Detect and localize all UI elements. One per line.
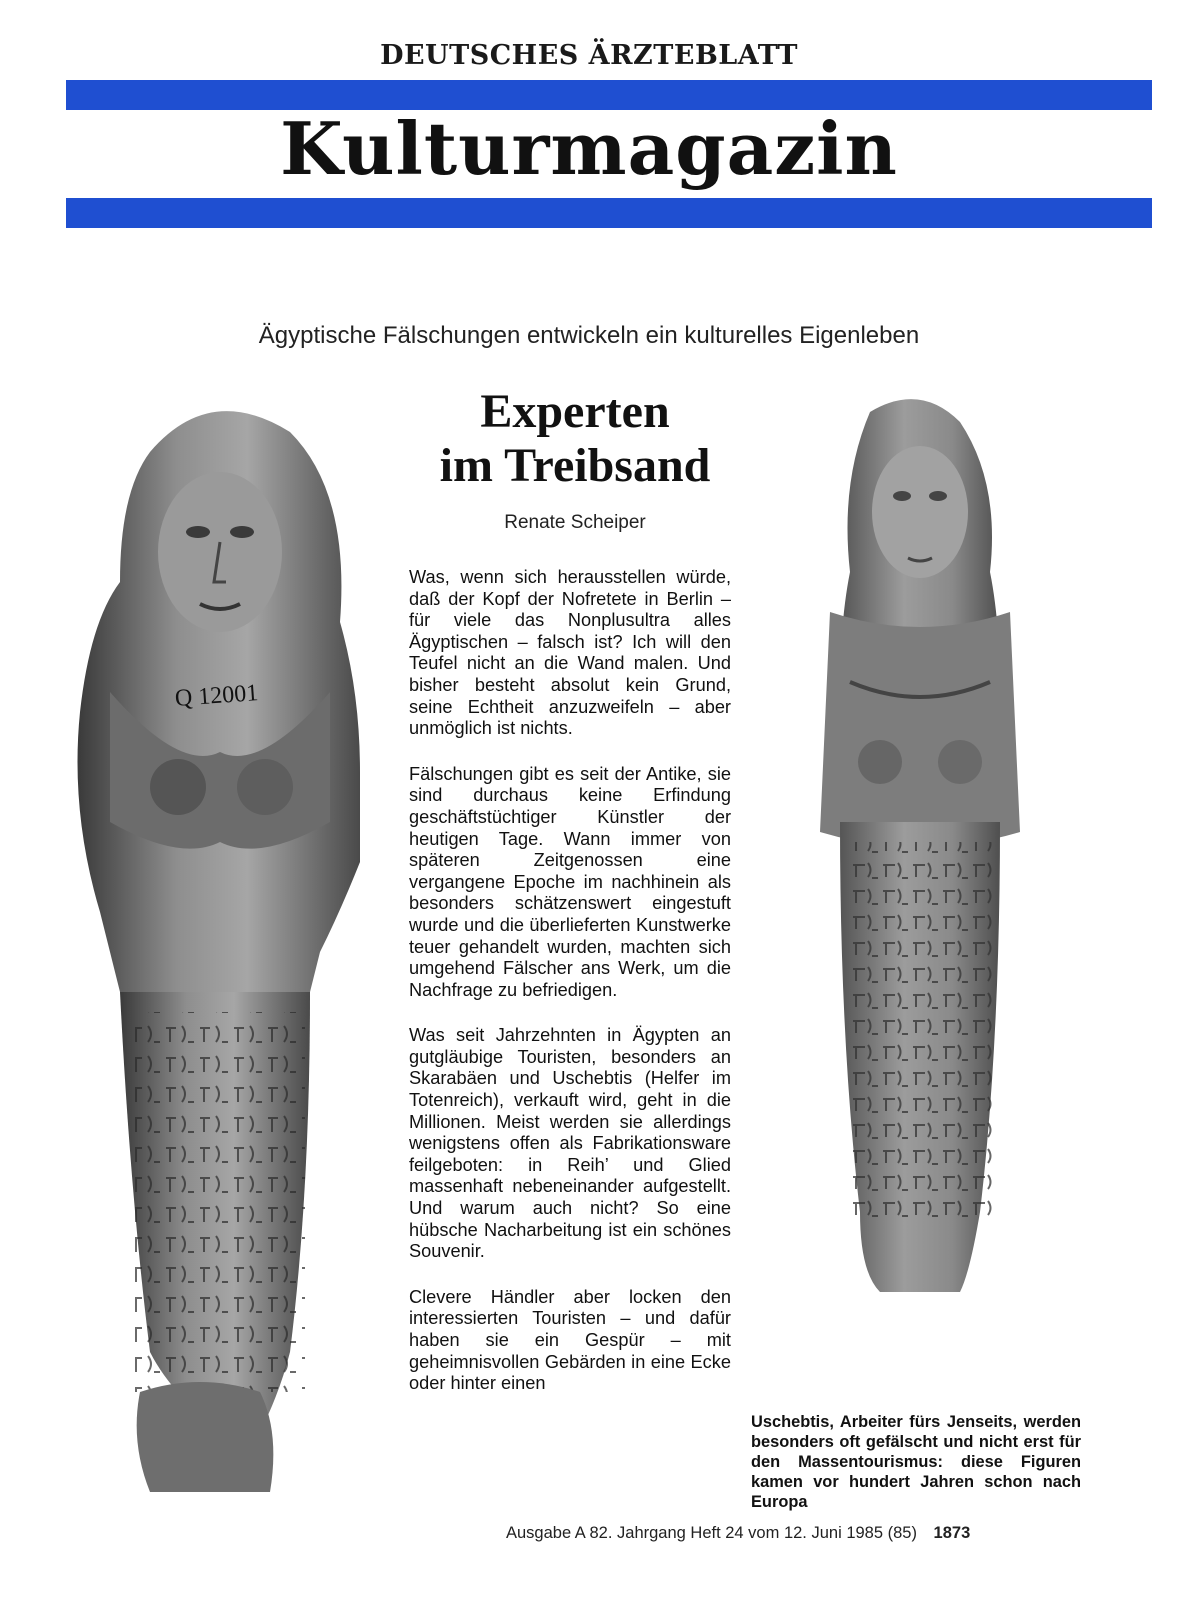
body-paragraph: Was seit Jahrzehnten in Ägypten an gutgläubige Touristen, besonders an Skarabäen und Uschebtis (Helfer im Totenreich), verkauft wird, geht in die Millionen. Meist werden sie allerdings wenigstens offen als Fabrikationsware feilgeboten: in Reih’ und Glied massenhaft nebeneinander aufgestellt. Und warum auch nicht? So eine hübsche Nacharbeitung ist ein schönes Souvenir. — [409, 1025, 731, 1262]
ushabti-photo-right — [760, 392, 1080, 1352]
magazine-title: Kulturmagazin — [280, 106, 898, 191]
masthead: DEUTSCHES ÄRZTEBLATT — [380, 40, 798, 71]
page-number: 1873 — [933, 1524, 971, 1542]
body-paragraph: Fälschungen gibt es seit der Antike, sie sind durchaus keine Erfindung geschäftstüchtiger Künstler der heutigen Tage. Wann immer von späteren Zeitgenossen eine vergangene Epoche im nachhinein als besonders schätzenswert eingestuft wurde und die überlieferten Kunstwerke teuer gehandelt wurden, machten sich umgehend Fälscher ans Werk, um die Nachfrage zu befriedigen. — [409, 763, 731, 1000]
ushabti-figure-left-image — [60, 392, 380, 1512]
headline-line-1: Experten — [480, 385, 670, 438]
issue-line: Ausgabe A 82. Jahrgang Heft 24 vom 12. Juni 1985 (85) — [506, 1524, 917, 1542]
photo-caption: Uschebtis, Arbeiter fürs Jenseits, werden besonders oft gefälscht und nicht erst für den Massentourismus: diese Figuren kamen vor hundert Jahren schon nach Europa — [751, 1413, 1081, 1511]
ushabti-photo-left — [60, 392, 380, 1512]
body-paragraph: Clevere Händler aber locken den interessierten Touristen – und dafür haben sie ein Gespür – mit geheimnisvollen Gebärden in eine Ecke oder hinter einen — [409, 1286, 731, 1394]
figure-inscription: Q 12001 — [174, 680, 260, 712]
article-body — [409, 567, 731, 1419]
article-kicker: Ägyptische Fälschungen entwickeln ein kulturelles Eigenleben — [258, 322, 920, 349]
article-author: Renate Scheiper — [504, 512, 646, 533]
page-footer — [506, 1524, 1074, 1543]
article-headline — [390, 385, 760, 493]
body-paragraph: Was, wenn sich herausstellen würde, daß der Kopf der Nofretete in Berlin – für viele das Nonplusultra alles Ägyptischen – falsch ist? Ich will den Teufel nicht an die Wand malen. Und bisher besteht absolut kein Grund, seine Echtheit anzuzweifeln – aber unmöglich ist nichts. — [409, 567, 731, 739]
bottom-blue-band — [66, 198, 1152, 228]
headline-line-2: im Treibsand — [439, 439, 711, 492]
ushabti-figure-right-image — [760, 392, 1080, 1352]
